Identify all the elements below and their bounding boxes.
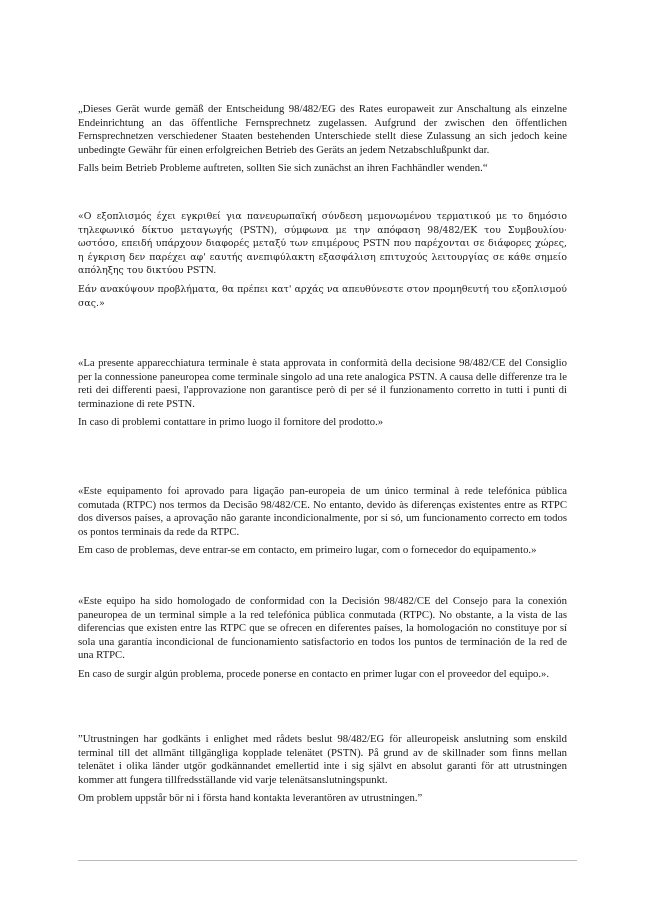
declaration-paragraph: «Este equipo ha sido homologado de conformidad con la Decisión 98/482/CE del Consejo para la conexión paneuropea de un terminal simple a la red telefónica pública conmutada (RTPC). No obstante, a la vista de las diferencias que existen entre las RTPC que se ofrecen en diferentes países, la homologación no constituye por sí sola una garantía incondicional de funcionamiento satisfactorio en todos los puntos de terminación de la red de una RTPC. bbox=[78, 595, 567, 661]
declaration-spanish bbox=[78, 595, 567, 686]
declaration-swedish bbox=[78, 733, 567, 811]
declaration-paragraph: En caso de surgir algún problema, procede ponerse en contacto en primer lugar con el proveedor del equipo.». bbox=[78, 667, 550, 680]
declaration-paragraph: Em caso de problemas, deve entrar-se em contacto, em primeiro lugar, com o fornecedor do equipamento.» bbox=[78, 544, 537, 556]
declaration-paragraph: «La presente apparecchiatura terminale è stata approvata in conformità della decisione 98/482/CE del Consiglio per la connessione paneuropea come terminale singolo ad una rete analogica PSTN. A causa delle differenze tra le reti dei differenti paesi, l'approvazione non garantisce però di per sé il funzionamento corretto in tutti i punti di terminazione di rete PSTN. bbox=[78, 357, 567, 410]
declaration-italian bbox=[78, 357, 567, 435]
declaration-paragraph: In caso di problemi contattare in primo luogo il fornitore del prodotto.» bbox=[78, 416, 384, 428]
declaration-paragraph: «Ο εξοπλισμός έχει εγκριθεί για πανευρωπαϊκή σύνδεση μεμονωμένου τερματικού με το δημόσιο τηλεφωνικό δίκτυο μεταγωγής (PSTN), σύμφωνα με την απόφαση 98/482/ΕΚ του Συμβουλίου· ωστόσο, επειδή υπάρχουν διαφορές μεταξύ των επιμέρους PSTN που παρέχονται σε διάφορες χώρες, η έγκριση δεν παρέχει αφ' εαυτής ανεπιφύλακτη εξασφάλιση επιτυχούς λειτουργίας σε κάθε σημείο απόληξης του δικτύου PSTN. bbox=[78, 211, 567, 277]
declaration-paragraph: «Este equipamento foi aprovado para ligação pan-europeia de um único terminal à rede telefónica pública comutada (RTPC) nos termos da Decisão 98/482/CE. No entanto, devido às diferenças existentes entre as RTPC dos diversos países, a aprovação não garante incondicionalmente, por si só, um funcionamento correcto em todos os pontos terminais da rede da RTPC. bbox=[78, 485, 567, 538]
declaration-portuguese bbox=[78, 485, 567, 563]
declaration-paragraph: Falls beim Betrieb Probleme auftreten, sollten Sie sich zunächst an ihren Fachhändler wenden.“ bbox=[78, 162, 488, 174]
declaration-paragraph: ”Utrustningen har godkänts i enlighet med rådets beslut 98/482/EG för alleuropeisk anslutning som enskild terminal till det allmänt tillgängliga kopplade telenätet (PSTN). På grund av de skillnader som finns mellan telenätet i olika länder utgör godkännandet emellertid inte i sig självt en absolut garanti för att utrustningen kommer att fungera tillfredsställande vid varje telenätsanslutningspunkt. bbox=[78, 733, 567, 786]
declaration-paragraph: Om problem uppstår bör ni i första hand kontakta leverantören av utrustningen.” bbox=[78, 792, 423, 804]
declaration-paragraph: Εάν ανακύψουν προβλήματα, θα πρέπει κατ' αρχάς να απευθύνεστε στον προμηθευτή του εξοπλισμού σας.» bbox=[78, 283, 567, 309]
declaration-paragraph: „Dieses Gerät wurde gemäß der Entscheidung 98/482/EG des Rates europaweit zur Anschaltung als einzelne Endeinrichtung an das öffentliche Fernsprechnetz zugelassen. Aufgrund der zwischen den öffentlichen Fernsprechnetzen verschiedener Staaten bestehenden Unterschiede stellt diese Zulassung an sich jedoch keine unbedingte Gewähr für einen erfolgreichen Betrieb des Geräts an jedem Netzabschlußpunkt dar. bbox=[78, 103, 567, 156]
footer-divider bbox=[78, 860, 577, 861]
declaration-german bbox=[78, 103, 567, 181]
declaration-greek bbox=[78, 210, 567, 315]
